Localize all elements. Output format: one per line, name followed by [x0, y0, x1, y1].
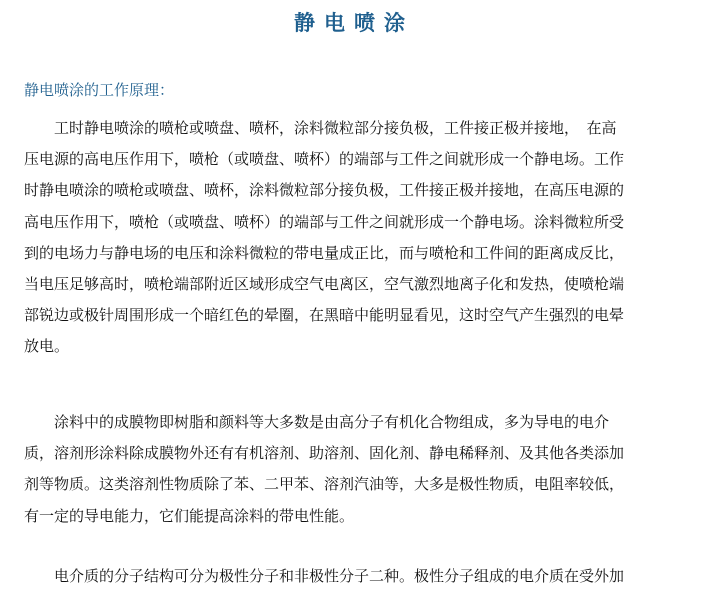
body-paragraph: 电介质的分子结构可分为极性分子和非极性分子二种。极性分子组成的电介质在受外加 [24, 567, 625, 585]
body-paragraph: 工时静电喷涂的喷枪或喷盘、喷杯，涂料微粒部分接负极，工件接正极并接地， 在高 压电源的高电压作用下，喷枪（或喷盘、喷杯）的端部与工件之间就形成一个静电场。工作 时静电喷涂的喷枪或喷盘、喷杯，涂料微粒部分接负极，工件接正极并接地，在高压电源的 高电压作用下，喷枪（或喷盘、喷杯）的端部与工件之间就形成一个静电场。涂料微粒所受 到的电场力与静电场的电压和涂料微粒的带电量成正比，而与喷枪和工件间的距离成反比， 当电压足够高时，喷枪端部附近区域形成空气电离区，空气激烈地离子化和发热，使喷枪端 部锐边或极针周围形成一个暗红色的晕圈，在黑暗中能明显看见，这时空气产生强烈的电晕 放电。 [24, 119, 625, 356]
page-title: 静电喷涂 [294, 10, 414, 35]
body-paragraph: 涂料中的成膜物即树脂和颜料等大多数是由高分子有机化合物组成，多为导电的电介 质，溶剂形涂料除成膜物外还有有机溶剂、助溶剂、固化剂、静电稀释剂、及其他各类添加 剂等物质。这类溶剂性物质除了苯、二甲苯、溶剂汽油等，大多是极性物质，电阻率较低， 有一定的导电能力，它们能提高涂料的带电性能。 [24, 413, 625, 525]
section-heading: 静电喷涂的工作原理： [24, 81, 175, 99]
